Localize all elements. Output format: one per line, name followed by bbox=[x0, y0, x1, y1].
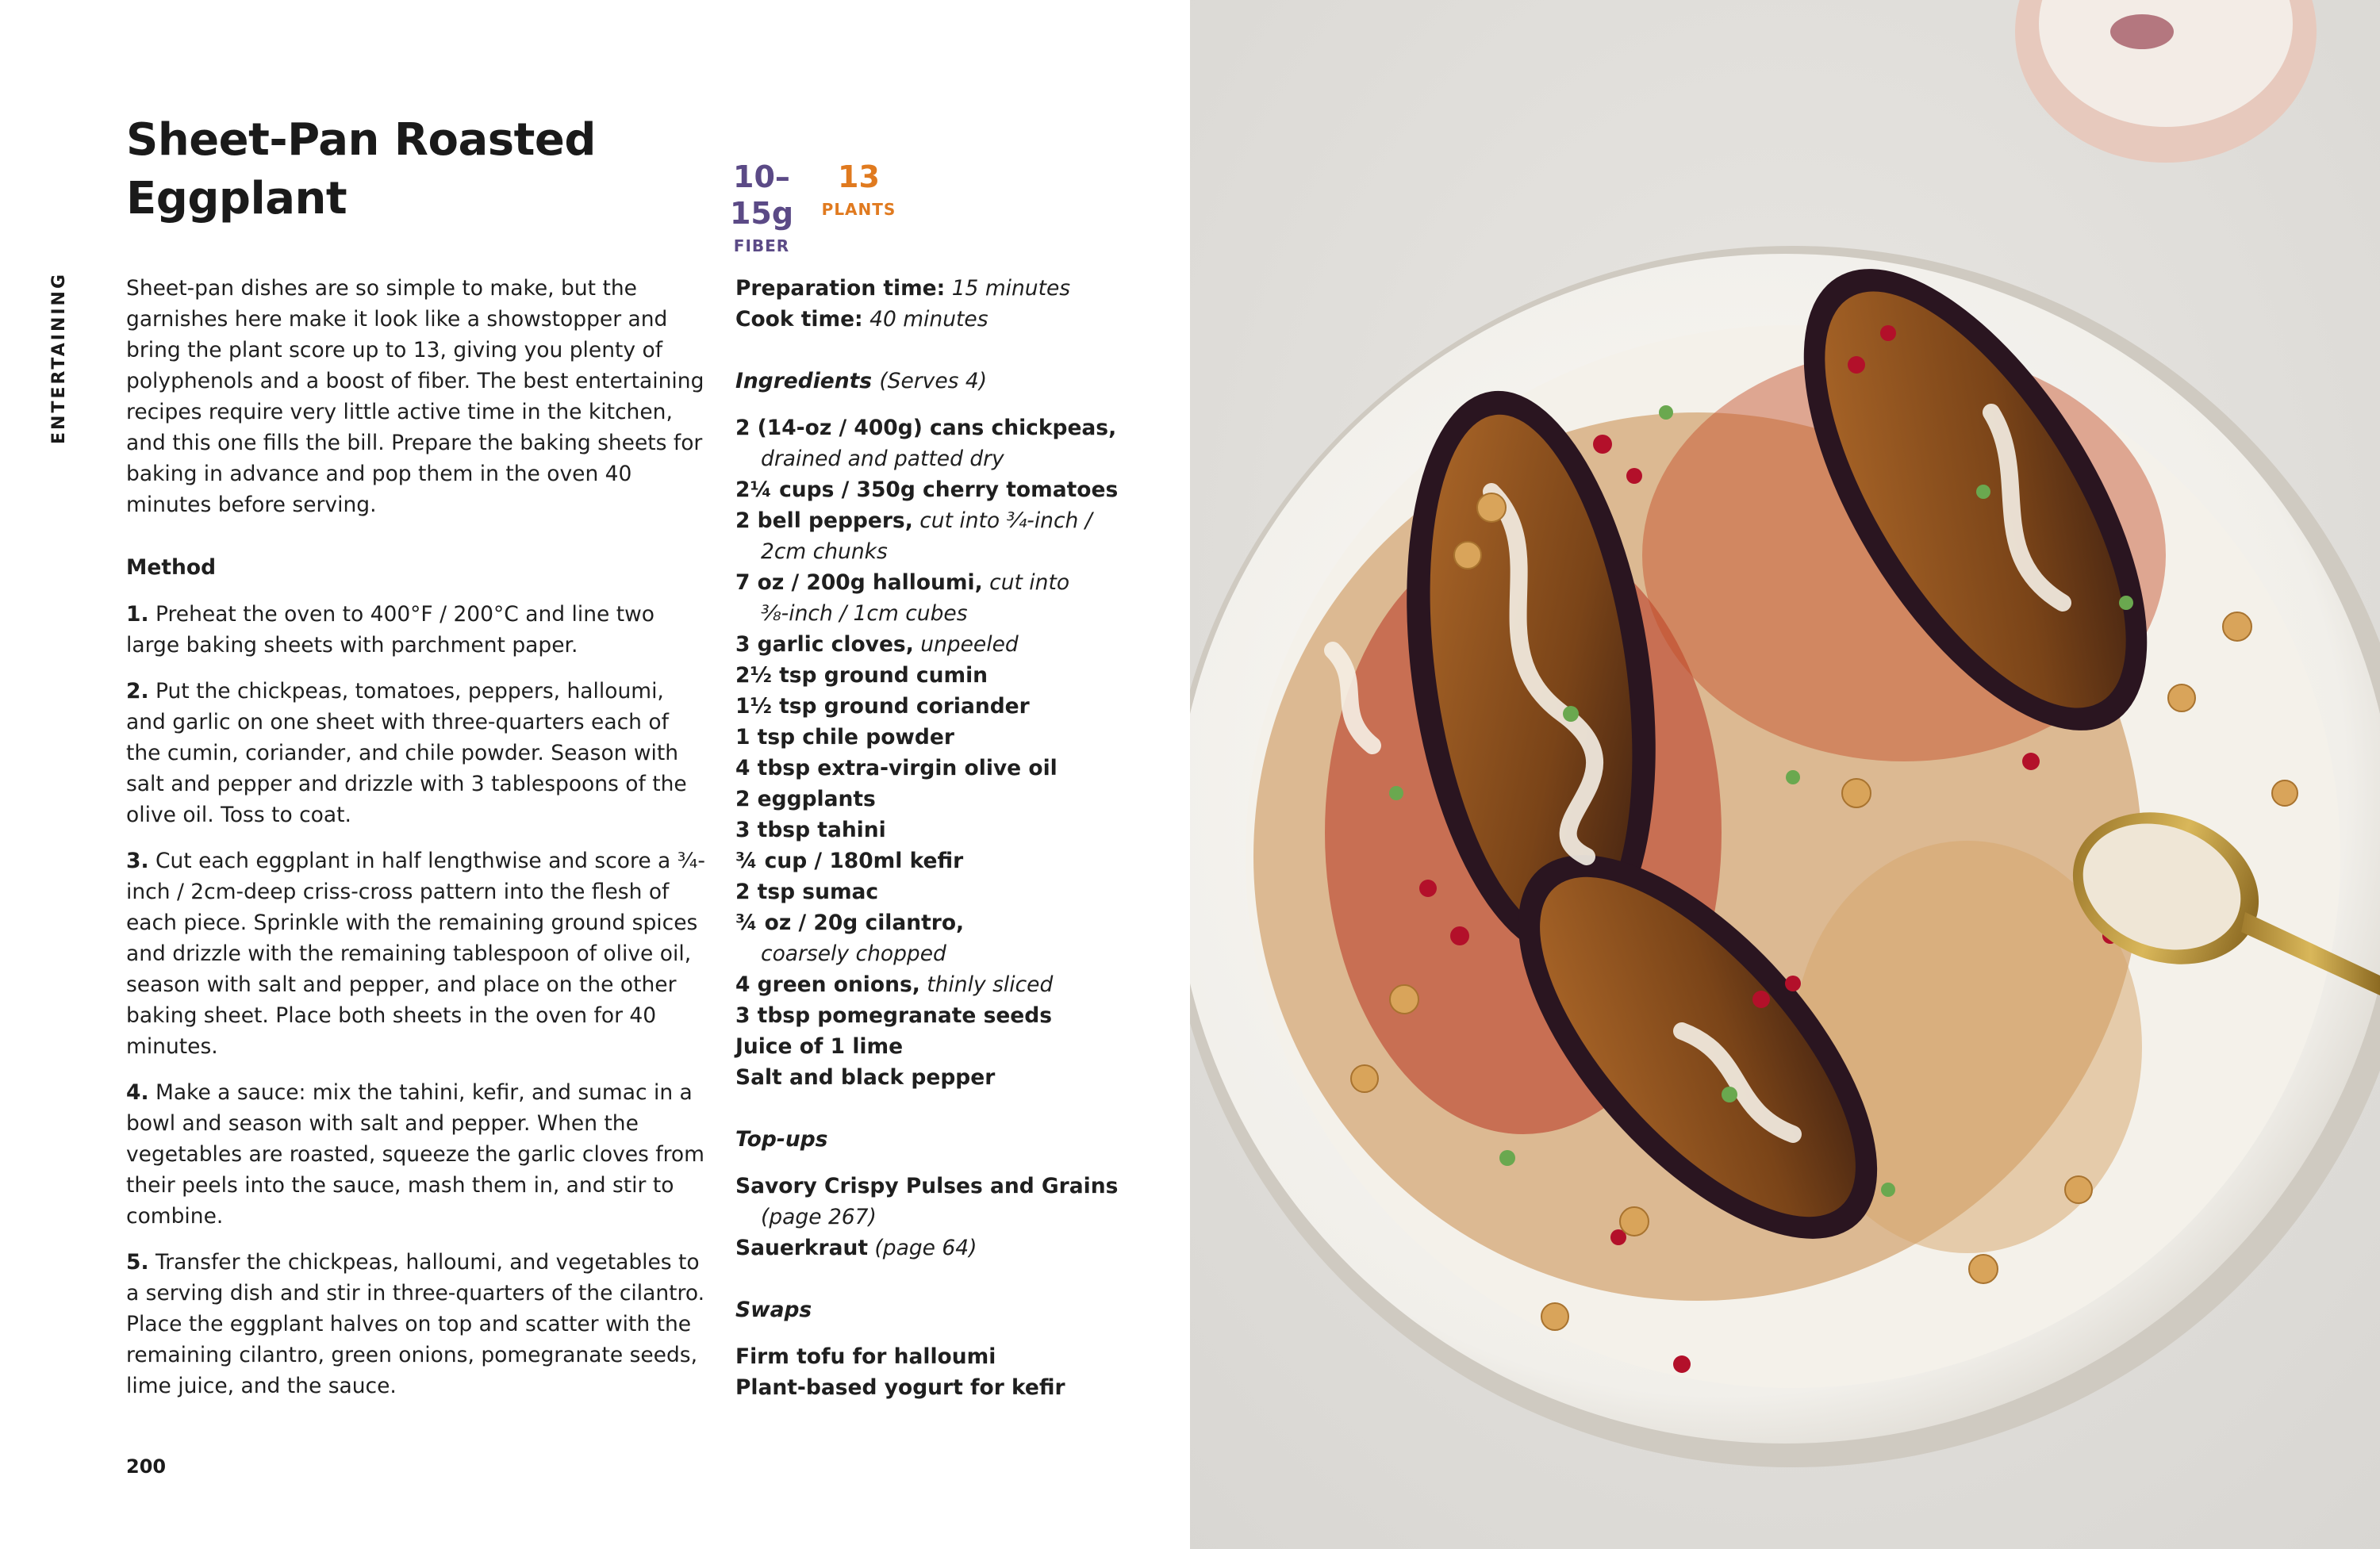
food-photo-illustration bbox=[1190, 0, 2380, 1549]
method-heading: Method bbox=[126, 555, 217, 580]
method-step bbox=[126, 845, 705, 1062]
ingredient-item-main: Salt and black pepper bbox=[735, 1065, 996, 1090]
step-text: Make a sauce: mix the tahini, kefir, and sumac in a bowl and season with salt and pepper. When the vegetables are roasted, squeeze the garlic cloves from their peels into the sauce, mash them in, and stir to combine. bbox=[126, 1080, 704, 1229]
ingredient-item bbox=[735, 474, 1148, 505]
ingredient-item-note: cut into ¾-inch / bbox=[919, 508, 1092, 533]
topups-heading: Top-ups bbox=[735, 1127, 828, 1152]
ingredient-item-main: 3 tbsp pomegranate seeds bbox=[735, 1003, 1053, 1028]
topup-item-main: Savory Crispy Pulses and Grains bbox=[735, 1174, 1119, 1198]
step-number: 5. bbox=[126, 1250, 149, 1275]
method-column bbox=[126, 273, 705, 1417]
ingredient-item-main: Juice of 1 lime bbox=[735, 1034, 904, 1059]
fiber-stat bbox=[706, 159, 817, 255]
ingredient-item bbox=[735, 907, 1148, 969]
page-number: 200 bbox=[126, 1455, 167, 1478]
ingredients-heading bbox=[735, 366, 1148, 397]
ingredient-item bbox=[735, 412, 1148, 474]
method-steps bbox=[126, 599, 705, 1401]
swap-item bbox=[735, 1341, 1148, 1372]
step-text: Transfer the chickpeas, halloumi, and vegetables to a serving dish and stir in three-quarters of the cilantro. Place the eggplant halves on top and scatter with the remaining cilantro, green onions, pomegranate seeds, lime juice, and the sauce. bbox=[126, 1250, 705, 1398]
serves-note: (Serves 4) bbox=[879, 369, 988, 393]
ingredient-item-note-continued: ⅜-inch / 1cm cubes bbox=[761, 601, 968, 626]
topup-item-note: (page 64) bbox=[874, 1236, 977, 1260]
ingredients-list bbox=[735, 412, 1148, 1093]
topups-list bbox=[735, 1171, 1148, 1263]
ingredient-item bbox=[735, 691, 1148, 722]
ingredient-item bbox=[735, 567, 1148, 629]
ingredient-item bbox=[735, 753, 1148, 784]
topup-item bbox=[735, 1171, 1148, 1233]
topup-item-main: Sauerkraut bbox=[735, 1236, 868, 1260]
ingredient-item bbox=[735, 876, 1148, 907]
ingredient-item-note: unpeeled bbox=[920, 632, 1019, 657]
ingredient-item-main: 3 garlic cloves, bbox=[735, 632, 914, 657]
method-step bbox=[126, 1077, 705, 1232]
ingredient-item bbox=[735, 629, 1148, 660]
ingredient-item-note: cut into bbox=[989, 570, 1070, 595]
ingredient-item bbox=[735, 1031, 1148, 1062]
method-step bbox=[126, 1247, 705, 1401]
ingredient-item-main: 1½ tsp ground coriander bbox=[735, 694, 1030, 719]
swap-item-main: Plant-based yogurt for kefir bbox=[735, 1375, 1065, 1400]
swaps-list bbox=[735, 1341, 1148, 1403]
ingredients-column bbox=[735, 273, 1148, 1403]
ingredient-item-note: thinly sliced bbox=[927, 972, 1054, 997]
ingredient-item-main: 2 bell peppers, bbox=[735, 508, 913, 533]
ingredient-item-main: ¾ oz / 20g cilantro, bbox=[735, 911, 965, 935]
swaps-heading: Swaps bbox=[735, 1298, 812, 1322]
prep-time bbox=[735, 273, 1148, 304]
step-number: 4. bbox=[126, 1080, 149, 1105]
ingredient-item bbox=[735, 660, 1148, 691]
step-number: 1. bbox=[126, 602, 149, 627]
ingredient-item-note-continued: coarsely chopped bbox=[761, 941, 946, 966]
ingredient-item-main: 1 tsp chile powder bbox=[735, 725, 954, 750]
ingredient-item bbox=[735, 505, 1148, 567]
ingredient-item-main: 4 green onions, bbox=[735, 972, 920, 997]
ingredient-item-main: 2 (14-oz / 400g) cans chickpeas, bbox=[735, 416, 1117, 440]
ingredient-item-main: 4 tbsp extra-virgin olive oil bbox=[735, 756, 1058, 780]
sumac-sprinkle bbox=[2110, 14, 2174, 49]
ingredient-item bbox=[735, 722, 1148, 753]
ingredient-item-main: 3 tbsp tahini bbox=[735, 818, 886, 842]
recipe-title: Sheet-Pan Roasted Eggplant bbox=[126, 114, 596, 224]
ingredient-item bbox=[735, 784, 1148, 815]
ingredient-item-main: 2 eggplants bbox=[735, 787, 876, 811]
ingredient-item bbox=[735, 1000, 1148, 1031]
ingredient-item-note-continued: 2cm chunks bbox=[761, 539, 888, 564]
ingredient-item-main: 2 tsp sumac bbox=[735, 880, 879, 904]
step-number: 2. bbox=[126, 679, 149, 704]
swap-item bbox=[735, 1372, 1148, 1403]
method-step bbox=[126, 599, 705, 661]
ingredient-item-main: 7 oz / 200g halloumi, bbox=[735, 570, 983, 595]
plants-stat bbox=[817, 159, 900, 219]
method-step bbox=[126, 676, 705, 830]
cook-time bbox=[735, 304, 1148, 335]
step-text: Cut each eggplant in half lengthwise and score a ¾-inch / 2cm-deep criss-cross pattern into the flesh of each piece. Sprinkle with the remaining ground spices and drizzle with the remaining tablespoon of olive oil, season with salt and pepper, and place on the other baking sheet. Place both sheets in the oven for 40 minutes. bbox=[126, 849, 705, 1059]
intro-paragraph: Sheet-pan dishes are so simple to make, but the garnishes here make it look like a showstopper and bring the plant score up to 13, giving you plenty of polyphenols and a boost of fiber. The best entertaining recipes require very little active time in the kitchen, and this one fills the bill. Prepare the baking sheets for baking in advance and pop them in the oven 40 minutes before serving. bbox=[126, 276, 704, 517]
fiber-value: 10–15g bbox=[729, 159, 794, 231]
topup-item bbox=[735, 1233, 1148, 1263]
topup-item-note-continued: (page 267) bbox=[761, 1205, 877, 1229]
step-number: 3. bbox=[126, 849, 149, 873]
fiber-label: FIBER bbox=[733, 236, 790, 255]
swap-item-main: Firm tofu for halloumi bbox=[735, 1344, 996, 1369]
food-photo bbox=[1190, 0, 2380, 1549]
ingredients-heading-text: Ingredients bbox=[735, 369, 873, 393]
ingredient-item bbox=[735, 815, 1148, 845]
ingredient-item bbox=[735, 969, 1148, 1000]
cook-label: Cook time: bbox=[735, 307, 863, 332]
step-text: Put the chickpeas, tomatoes, peppers, halloumi, and garlic on one sheet with three-quarters each of the cumin, coriander, and chile powder. Season with salt and pepper and drizzle with 3 tablespoons of the olive oil. Toss to coat. bbox=[126, 679, 687, 827]
ingredient-item-note-continued: drained and patted dry bbox=[761, 447, 1004, 471]
plants-value: 13 bbox=[838, 159, 880, 194]
plants-label: PLANTS bbox=[821, 200, 896, 219]
ingredient-item-main: 2½ tsp ground cumin bbox=[735, 663, 988, 688]
step-text: Preheat the oven to 400°F / 200°C and line two large baking sheets with parchment paper. bbox=[126, 602, 655, 658]
section-tab: ENTERTAINING bbox=[49, 271, 69, 444]
ingredient-item-main: ¾ cup / 180ml kefir bbox=[735, 849, 964, 873]
prep-label: Preparation time: bbox=[735, 276, 946, 301]
ingredient-item bbox=[735, 845, 1148, 876]
ingredient-item-main: 2¼ cups / 350g cherry tomatoes bbox=[735, 477, 1119, 502]
ingredient-item bbox=[735, 1062, 1148, 1093]
prep-value: 15 minutes bbox=[951, 276, 1071, 301]
cook-value: 40 minutes bbox=[869, 307, 988, 332]
